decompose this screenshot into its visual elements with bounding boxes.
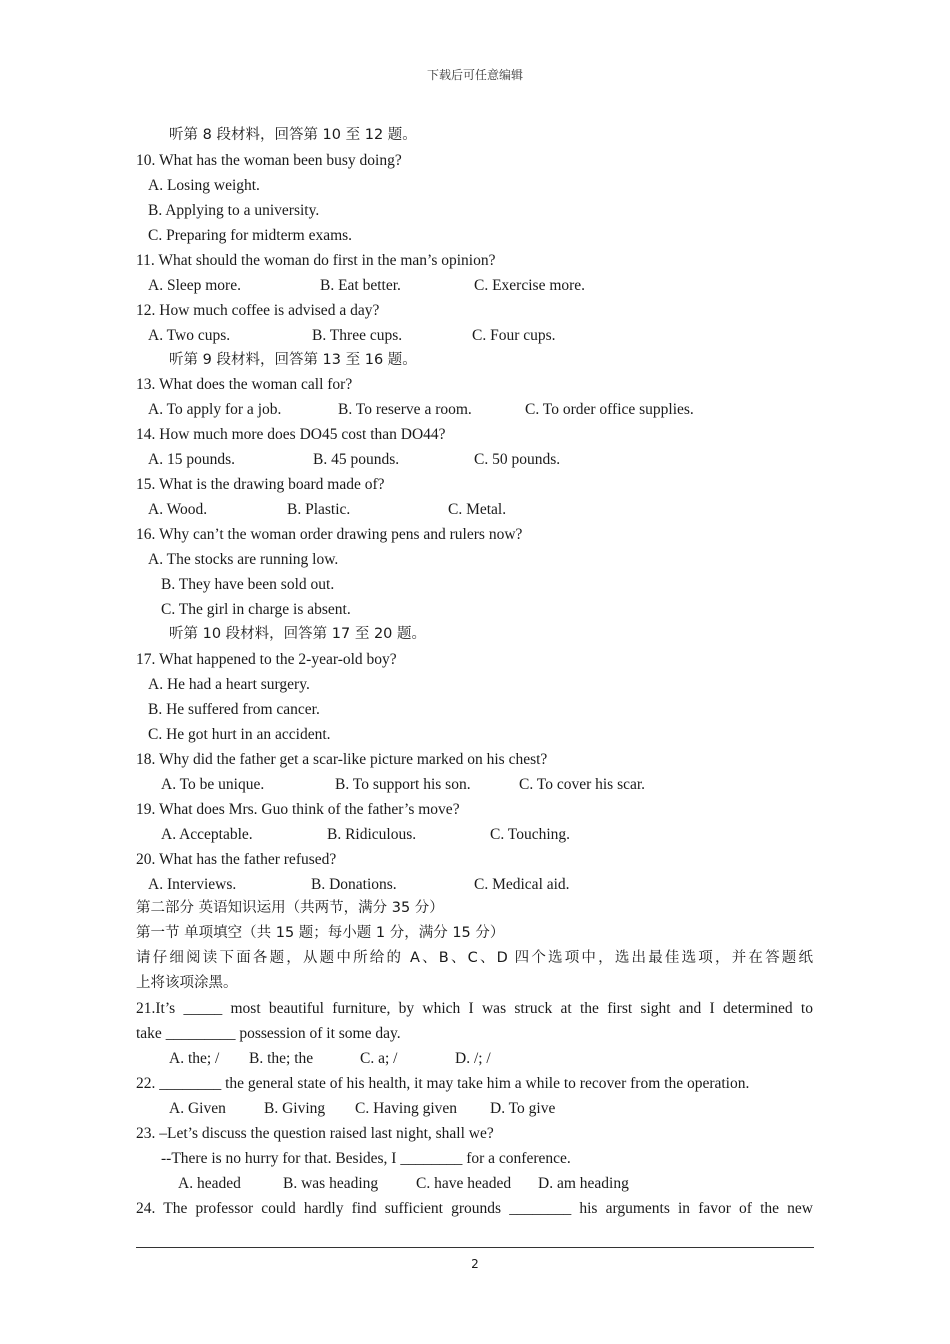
q23-option-a: A. headed [178,1175,241,1192]
q12-option-c: C. Four cups. [472,327,556,344]
q19-option-a: A. Acceptable. [161,826,253,843]
q10-option-b: B. Applying to a university. [148,202,320,219]
q22-option-b: B. Giving [264,1100,326,1117]
q17-option-b: B. He suffered from cancer. [148,701,320,718]
instructions-line-2: 上将该项涂黑。 [136,975,238,991]
q11-option-b: B. Eat better. [320,277,401,294]
question-23-stem: 23. –Let’s discuss the question raised last night, shall we? [136,1125,494,1142]
question-24-stem: 24. The professor could hardly find sufficient grounds ________ his arguments in favor of the new [136,1200,813,1217]
question-17-stem: 17. What happened to the 2-year-old boy? [136,651,397,668]
instructions-line-1: 请仔细阅读下面各题，从题中所给的 A、B、C、D 四个选项中，选出最佳选项，并在答题纸 [136,950,813,966]
question-13-stem: 13. What does the woman call for? [136,376,353,393]
question-15-stem: 15. What is the drawing board made of? [136,476,385,493]
question-16-stem: 16. Why can’t the woman order drawing pens and rulers now? [136,526,523,543]
section-heading-8: 听第 8 段材料，回答第 10 至 12 题。 [169,127,417,143]
section-1-heading: 第一节 单项填空（共 15 题；每小题 1 分，满分 15 分） [136,925,505,941]
q20-option-a: A. Interviews. [148,876,237,893]
q21-option-c: C. a; / [360,1050,398,1067]
q23-option-c: C. have headed [416,1175,512,1192]
q22-option-c: C. Having given [355,1100,458,1117]
question-21-line-2: take _________ possession of it some day. [136,1025,401,1042]
q15-option-c: C. Metal. [448,501,507,518]
q21-option-d: D. /; / [455,1050,491,1067]
q22-option-a: A. Given [169,1100,226,1117]
q11-option-a: A. Sleep more. [148,277,241,294]
q20-option-b: B. Donations. [311,876,397,893]
section-heading-10: 听第 10 段材料，回答第 17 至 20 题。 [169,626,427,642]
question-18-stem: 18. Why did the father get a scar-like picture marked on his chest? [136,751,548,768]
part-2-heading: 第二部分 英语知识运用（共两节，满分 35 分） [136,900,444,916]
question-22-stem: 22. ________ the general state of his health, it may take him a while to recover from the operation. [136,1075,750,1092]
q18-option-b: B. To support his son. [335,776,471,793]
question-11-stem: 11. What should the woman do first in the man’s opinion? [136,252,496,269]
q10-option-c: C. Preparing for midterm exams. [148,227,353,244]
q14-option-a: A. 15 pounds. [148,451,235,468]
q17-option-c: C. He got hurt in an accident. [148,726,331,743]
question-20-stem: 20. What has the father refused? [136,851,337,868]
q14-option-b: B. 45 pounds. [313,451,400,468]
q12-option-a: A. Two cups. [148,327,231,344]
q18-option-a: A. To be unique. [161,776,265,793]
question-10-stem: 10. What has the woman been busy doing? [136,152,402,169]
question-19-stem: 19. What does Mrs. Guo think of the father’s move? [136,801,460,818]
q18-option-c: C. To cover his scar. [519,776,646,793]
q13-option-c: C. To order office supplies. [525,401,694,418]
q16-option-c: C. The girl in charge is absent. [161,601,351,618]
q15-option-b: B. Plastic. [287,501,351,518]
q16-option-a: A. The stocks are running low. [148,551,339,568]
q23-option-d: D. am heading [538,1175,629,1192]
q15-option-a: A. Wood. [148,501,208,518]
q17-option-a: A. He had a heart surgery. [148,676,310,693]
q23-option-b: B. was heading [283,1175,379,1192]
page-header: 下载后可任意编辑 [426,68,523,82]
page-number: 2 [471,1257,479,1271]
question-12-stem: 12. How much coffee is advised a day? [136,302,380,319]
q10-option-a: A. Losing weight. [148,177,260,194]
q21-option-a: A. the; / [169,1050,220,1067]
q20-option-c: C. Medical aid. [474,876,570,893]
q19-option-c: C. Touching. [490,826,571,843]
q13-option-b: B. To reserve a room. [338,401,472,418]
question-14-stem: 14. How much more does DO45 cost than DO44? [136,426,446,443]
q19-option-b: B. Ridiculous. [327,826,417,843]
section-heading-9: 听第 9 段材料，回答第 13 至 16 题。 [169,352,417,368]
q22-option-d: D. To give [490,1100,556,1117]
q16-option-b: B. They have been sold out. [161,576,335,593]
q13-option-a: A. To apply for a job. [148,401,282,418]
q12-option-b: B. Three cups. [312,327,403,344]
footer-divider [136,1247,814,1248]
question-21-line-1: 21.It’s _____ most beautiful furniture, by which I was struck at the first sight and I determined to [136,1000,813,1017]
q11-option-c: C. Exercise more. [474,277,586,294]
q14-option-c: C. 50 pounds. [474,451,561,468]
q21-option-b: B. the; the [249,1050,314,1067]
question-23-reply: --There is no hurry for that. Besides, I ________ for a conference. [161,1150,571,1167]
